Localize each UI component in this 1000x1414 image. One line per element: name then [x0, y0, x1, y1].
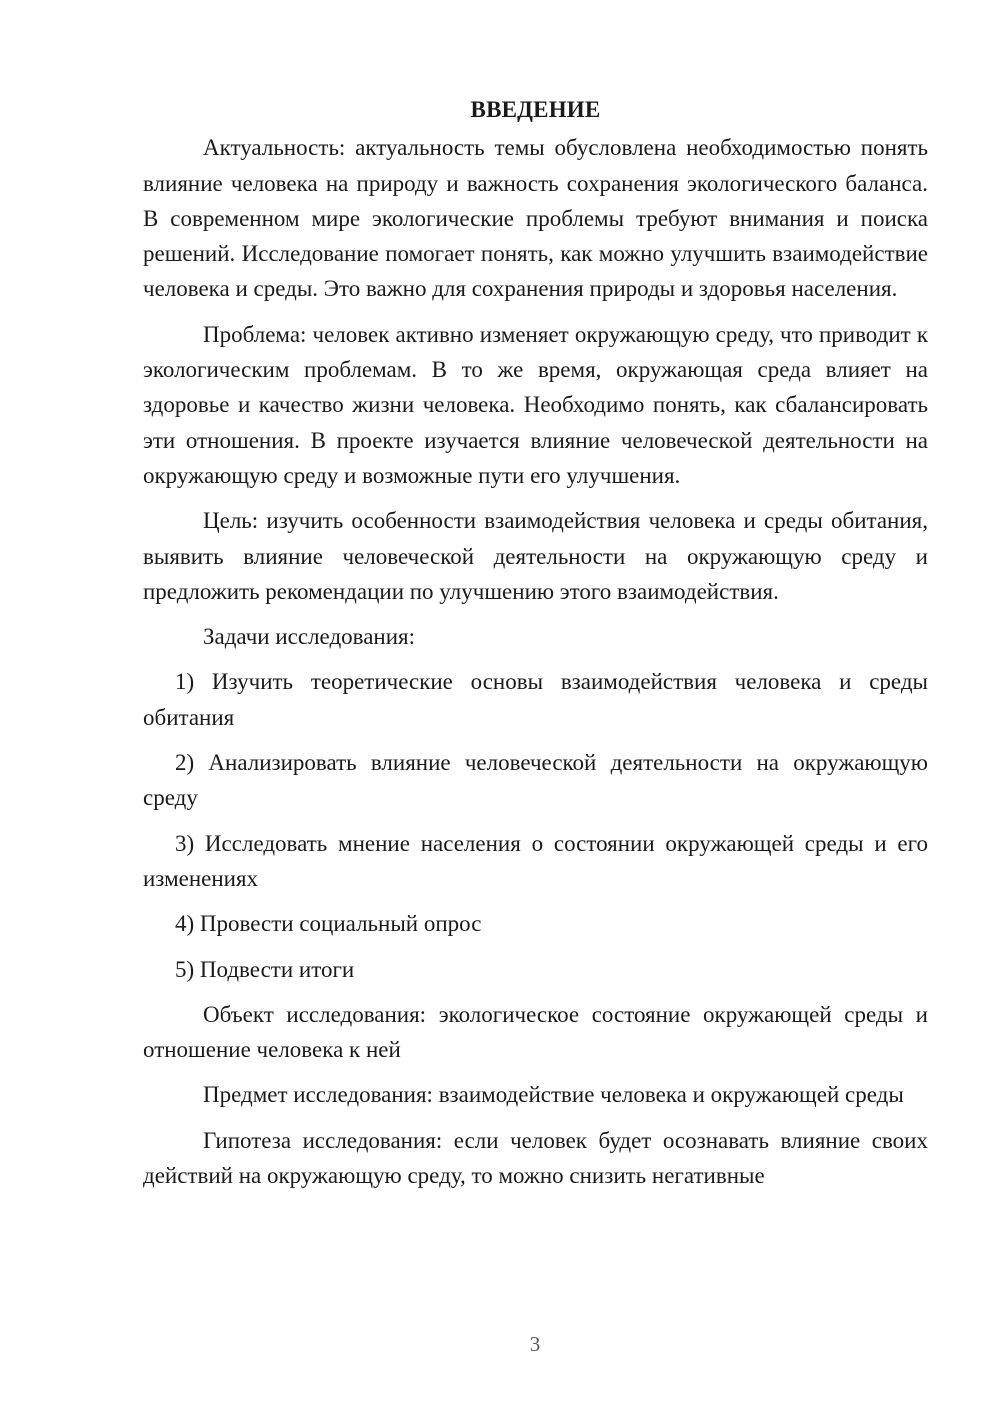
- task-item: 4) Провести социальный опрос: [175, 911, 482, 937]
- relevance-paragraph: Актуальность: актуальность темы обусловлена необходимостью понять влияние человека на природу и важность сохранения экологического баланса. В современном мире экологические проблемы требуют внимания и поиска решений. Исследование помогает понять, как можно улучшить взаимодействие человека и среды. Это важно для сохранения природы и здоровья населения.: [143, 135, 928, 302]
- page-number: 3: [529, 1332, 541, 1356]
- object-paragraph: Объект исследования: экологическое состояние окружающей среды и отношение человека к ней: [143, 1001, 928, 1063]
- page-content: [143, 92, 928, 1203]
- task-item: 2) Анализировать влияние человеческой деятельности на окружающую среду: [143, 750, 928, 811]
- subject-paragraph: Предмет исследования: взаимодействие человека и окружающей среды: [203, 1082, 904, 1108]
- goal-paragraph: Цель: изучить особенности взаимодействия человека и среды обитания, выявить влияние человеческой деятельности на окружающую среду и предложить рекомендации по улучшению этого взаимодействия.: [143, 508, 928, 604]
- tasks-heading: Задачи исследования:: [203, 624, 416, 650]
- hypothesis-paragraph: Гипотеза исследования: если человек будет осознавать влияние своих действий на окружающую среду, то можно снизить негативные: [143, 1127, 928, 1189]
- task-item: 5) Подвести итоги: [175, 956, 355, 982]
- task-item: 3) Исследовать мнение населения о состоянии окружающей среды и его изменениях: [143, 830, 928, 891]
- page-title: ВВЕДЕНИЕ: [470, 97, 601, 122]
- problem-paragraph: Проблема: человек активно изменяет окружающую среду, что приводит к экологическим проблемам. В то же время, окружающая среда влияет на здоровье и качество жизни человека. Необходимо понять, как сбалансировать эти отношения. В проекте изучается влияние человеческой деятельности на окружающую среду и возможные пути его улучшения.: [143, 321, 928, 488]
- task-item: 1) Изучить теоретические основы взаимодействия человека и среды обитания: [143, 669, 928, 730]
